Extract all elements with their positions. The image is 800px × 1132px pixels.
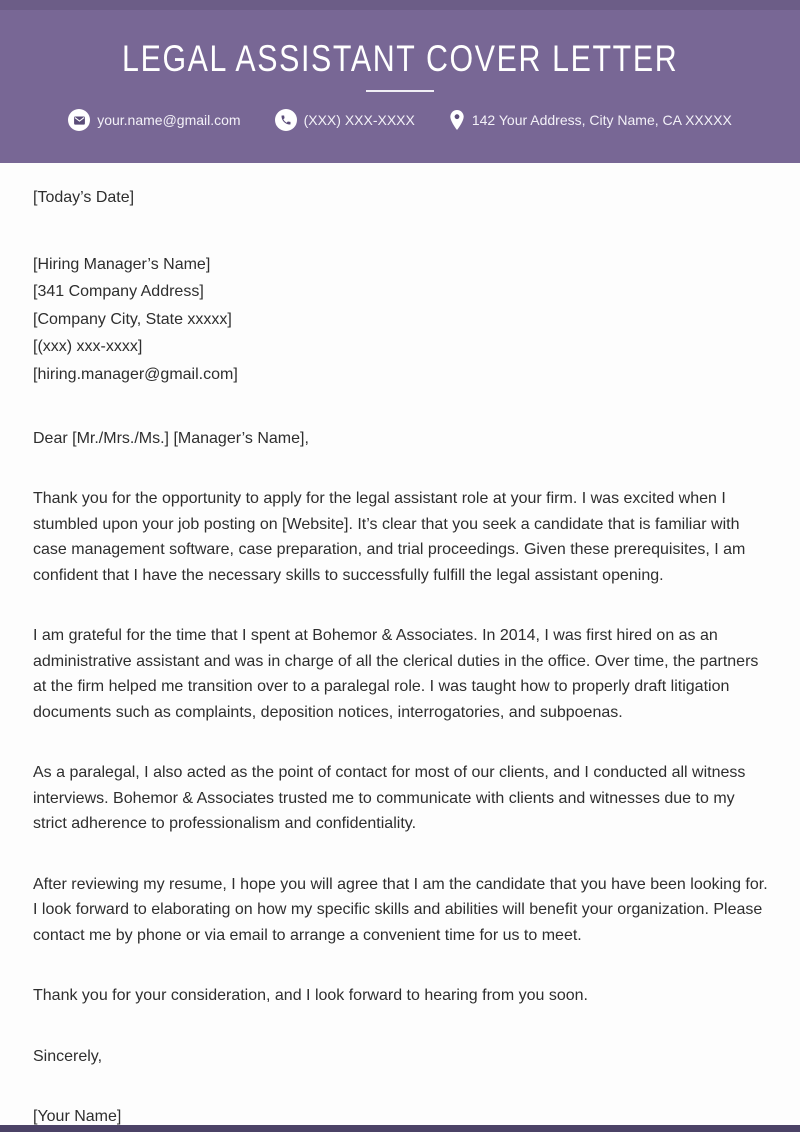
- paragraph-3: As a paralegal, I also acted as the point of contact for most of our clients, and I conducted all witness interviews. Bohemor & Associates trusted me to communicate with clients and witnesses due to my strict adherence to professionalism and confidentiality.: [33, 764, 746, 833]
- recipient-city-state: [Company City, State xxxxx]: [33, 310, 232, 328]
- recipient-email: [hiring.manager@gmail.com]: [33, 365, 238, 383]
- recipient-phone: [(xxx) xxx-xxxx]: [33, 338, 143, 356]
- header-top-strip: [0, 0, 800, 10]
- thanks-line: Thank you for your consideration, and I look forward to hearing from you soon.: [33, 987, 588, 1005]
- contact-row: [0, 109, 800, 131]
- date-line: [Today’s Date]: [33, 189, 135, 206]
- paragraph-1: Thank you for the opportunity to apply for the legal assistant role at your firm. I was excited when I stumbled upon your job posting on [Website]. It’s clear that you seek a candidate that is familiar with case management software, case preparation, and trial proceedings. Given these prerequisites, I am confident that I have the necessary skills to successfully fulfill the legal assistant opening.: [33, 490, 746, 584]
- paragraph-4: After reviewing my resume, I hope you will agree that I am the candidate that you have been looking for. I look forward to elaborating on how my specific skills and abilities will benefit your organization. Please contact me by phone or via email to arrange a convenient time for us to meet.: [33, 875, 768, 944]
- contact-email: [68, 109, 240, 131]
- recipient-name: [Hiring Manager’s Name]: [33, 255, 211, 273]
- paragraph-2: I am grateful for the time that I spent at Bohemor & Associates. In 2014, I was first hired on as an administrative assistant and was in charge of all the clerical duties in the office. Over time, the partners at the firm helped me transition over to a paralegal role. I was taught how to properly draft litigation documents such as complaints, deposition notices, interrogatories, and subpoenas.: [33, 627, 759, 721]
- title-wrap: [0, 0, 800, 80]
- recipient-address: [341 Company Address]: [33, 283, 204, 301]
- contact-location: [449, 109, 732, 131]
- closing-line: Sincerely,: [33, 1047, 103, 1065]
- footer-bar: [0, 1125, 800, 1132]
- letter-header: [0, 0, 800, 163]
- contact-phone-text: (XXX) XXX-XXXX: [303, 112, 415, 128]
- phone-icon: [275, 109, 297, 131]
- page-title: LEGAL ASSISTANT COVER LETTER: [121, 38, 679, 79]
- location-icon: [449, 109, 465, 131]
- contact-location-text: 142 Your Address, City Name, CA XXXXX: [471, 112, 732, 128]
- contact-email-text: your.name@gmail.com: [97, 112, 241, 128]
- signature-placeholder: [Your Name]: [33, 1107, 122, 1125]
- salutation: Dear [Mr./Mrs./Ms.] [Manager’s Name],: [33, 430, 309, 448]
- email-icon: [68, 109, 90, 131]
- letter-body: [0, 163, 800, 1127]
- title-underline: [366, 90, 434, 92]
- contact-phone: [275, 109, 415, 131]
- recipient-block: [33, 251, 770, 389]
